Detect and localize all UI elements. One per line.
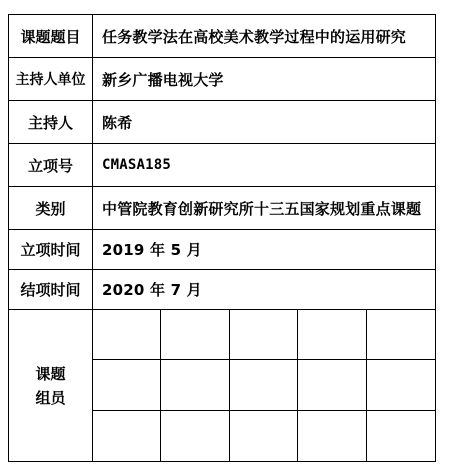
row-category	[9, 187, 435, 230]
member-cell	[93, 310, 161, 360]
member-cell	[93, 360, 161, 410]
value-start-date: 2019 年 5 月	[102, 241, 202, 259]
value-project-number: CMASA185	[102, 157, 172, 173]
project-info-table	[8, 14, 436, 462]
row-host	[9, 101, 435, 144]
label-members-line2: 组员	[35, 388, 66, 407]
label-project-title: 课题题目	[9, 15, 93, 57]
member-cell	[367, 360, 435, 410]
row-members	[9, 310, 435, 461]
label-members	[9, 310, 93, 461]
member-cell	[298, 360, 366, 410]
member-cell	[161, 411, 229, 461]
member-cell	[367, 411, 435, 461]
value-project-title: 任务教学法在高校美术教学过程中的运用研究	[102, 27, 407, 46]
label-end-date: 结项时间	[9, 270, 93, 309]
value-end-date: 2020 年 7 月	[102, 281, 202, 299]
label-project-number: 立项号	[9, 144, 93, 186]
label-members-line1: 课题	[35, 364, 66, 383]
row-start-date	[9, 230, 435, 270]
member-cell	[298, 411, 366, 461]
label-category: 类别	[9, 187, 93, 229]
member-cell	[230, 310, 298, 360]
value-host-unit: 新乡广播电视大学	[102, 70, 224, 89]
label-host: 主持人	[9, 101, 93, 143]
row-project-title	[9, 15, 435, 58]
value-category: 中管院教育创新研究所十三五国家规划重点课题	[102, 199, 422, 218]
member-cell	[161, 360, 229, 410]
row-end-date	[9, 270, 435, 310]
value-host: 陈希	[102, 113, 133, 132]
members-grid	[93, 310, 435, 461]
member-cell	[93, 411, 161, 461]
row-project-number	[9, 144, 435, 187]
member-cell	[367, 310, 435, 360]
member-cell	[230, 360, 298, 410]
row-host-unit	[9, 58, 435, 101]
member-cell	[161, 310, 229, 360]
member-cell	[298, 310, 366, 360]
label-start-date: 立项时间	[9, 230, 93, 269]
member-cell	[230, 411, 298, 461]
label-host-unit: 主持人单位	[9, 58, 93, 100]
